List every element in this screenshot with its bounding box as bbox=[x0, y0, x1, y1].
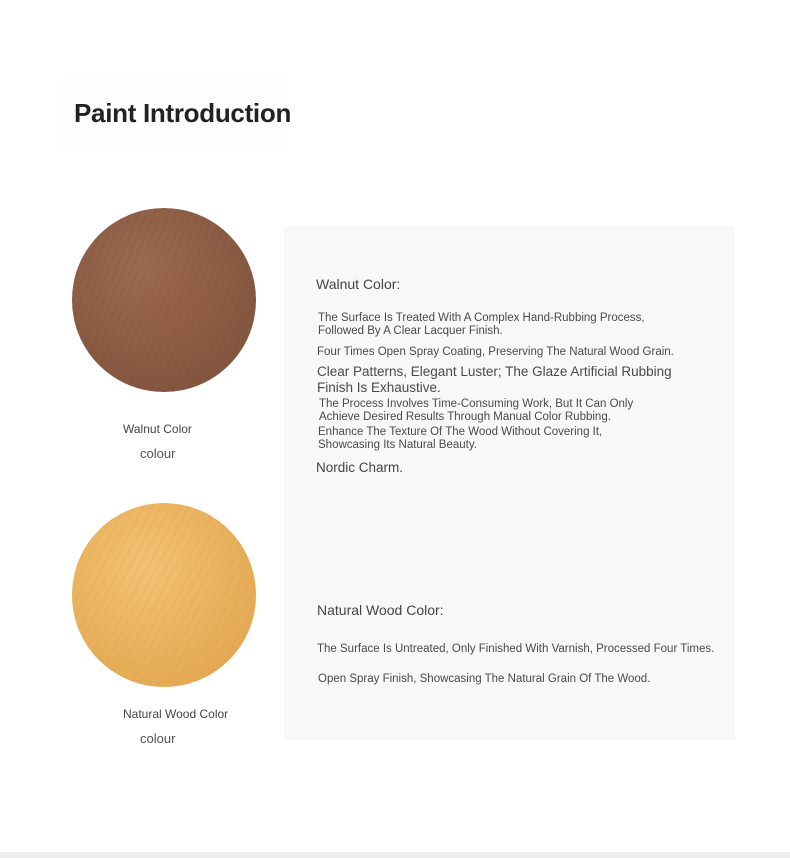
description-panel bbox=[284, 226, 735, 740]
walnut-text-1a: The Surface Is Treated With A Complex Hand-Rubbing Process, bbox=[318, 312, 645, 324]
walnut-swatch-label: Walnut Color bbox=[123, 422, 192, 436]
natural-text-2: Open Spray Finish, Showcasing The Natural Grain Of The Wood. bbox=[318, 673, 651, 685]
natural-heading: Natural Wood Color: bbox=[317, 602, 444, 618]
walnut-text-6: Nordic Charm. bbox=[316, 460, 404, 475]
natural-text-1: The Surface Is Untreated, Only Finished With Varnish, Processed Four Times. bbox=[317, 643, 715, 655]
page-title: Paint Introduction bbox=[74, 98, 292, 128]
walnut-text-4b: Achieve Desired Results Through Manual Color Rubbing. bbox=[319, 411, 611, 423]
walnut-heading: Walnut Color: bbox=[316, 276, 401, 292]
walnut-text-5a: Enhance The Texture Of The Wood Without Covering It, bbox=[318, 426, 603, 438]
walnut-text-5b: Showcasing Its Natural Beauty. bbox=[318, 439, 477, 451]
natural-wood-swatch-sub: colour bbox=[140, 731, 176, 746]
bottom-divider bbox=[0, 852, 790, 858]
natural-wood-swatch bbox=[72, 503, 256, 687]
natural-wood-swatch-label: Natural Wood Color bbox=[123, 707, 229, 721]
walnut-swatch-sub: colour bbox=[140, 446, 176, 461]
walnut-text-3b: Finish Is Exhaustive. bbox=[317, 380, 441, 395]
walnut-text-1b: Followed By A Clear Lacquer Finish. bbox=[318, 325, 503, 337]
walnut-swatch bbox=[72, 208, 256, 392]
walnut-text-2: Four Times Open Spray Coating, Preserving The Natural Wood Grain. bbox=[317, 346, 674, 358]
walnut-text-4a: The Process Involves Time-Consuming Work, But It Can Only bbox=[319, 398, 634, 410]
walnut-text-3a: Clear Patterns, Elegant Luster; The Glaze Artificial Rubbing bbox=[317, 364, 672, 379]
